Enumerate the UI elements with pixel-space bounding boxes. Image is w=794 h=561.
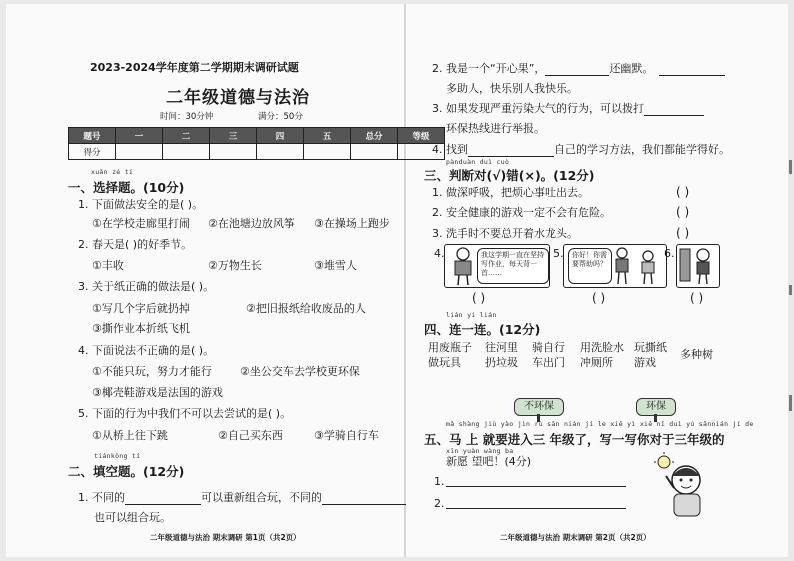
q4-text: 4. 下面说法不正确的是( )。 <box>78 344 215 357</box>
section5-title-line2: 新愿 望吧！(4分) <box>446 455 532 468</box>
fill3-cont: 环保热线进行举报。 <box>446 122 545 135</box>
pic4-number: 4. <box>434 247 445 260</box>
score-cell[interactable] <box>257 144 304 160</box>
page2-footer: 二年级道德与法治 期末调研 第2页（共2页） <box>500 533 651 542</box>
edge-mark <box>789 395 792 411</box>
answer-paren[interactable]: ( ) <box>676 185 690 199</box>
fill-blank[interactable] <box>468 144 554 157</box>
q4-option[interactable]: ①不能只玩，努力才能行 <box>92 365 212 378</box>
edge-mark <box>789 160 792 174</box>
q2-option[interactable]: ②万物生长 <box>208 259 262 272</box>
q3-option[interactable]: ③撕作业本折纸飞机 <box>92 322 190 335</box>
answer-paren[interactable]: ( ) <box>592 291 606 305</box>
fill1-cont: 也可以组合玩。 <box>94 511 171 524</box>
connect-item[interactable]: 做玩具 <box>428 356 461 369</box>
student-figure-icon <box>449 246 479 286</box>
judge-item: 3. 洗手时不要总开着水龙头。 <box>432 227 578 240</box>
q1-text: 1. 下面做法安全的是( )。 <box>78 198 204 211</box>
fill-blank[interactable] <box>125 492 201 505</box>
fill-blank[interactable] <box>545 63 609 76</box>
fill3-line <box>432 102 704 116</box>
pic6-illustration <box>676 244 720 288</box>
q2-text: 2. 春天是( )的好季节。 <box>78 238 193 251</box>
q4-option[interactable]: ②坐公交车去学校更环保 <box>240 365 360 378</box>
write-line[interactable] <box>446 486 626 487</box>
exam-title: 2023-2024学年度第二学期期末调研试题 <box>90 61 299 74</box>
score-label: 满分：50分 <box>258 112 303 122</box>
q3-text: 3. 关于纸正确的做法是( )。 <box>78 280 215 293</box>
washing-hands-icon <box>677 245 717 285</box>
section4-pinyin: lián yi lián <box>446 311 497 319</box>
connect-item[interactable]: 用洗脸水 <box>580 341 624 354</box>
fill4-line <box>432 143 730 157</box>
pic6-number: 6. <box>664 247 675 260</box>
connect-item[interactable]: 车出门 <box>532 356 565 369</box>
q5-text: 5. 下面的行为中我们不可以去尝试的是( )。 <box>78 407 292 420</box>
connect-item[interactable]: 用废瓶子 <box>428 341 472 354</box>
judge-item: 1. 做深呼吸，把烦心事吐出去。 <box>432 186 589 199</box>
fill4-text: 自己的学习方法，我们都能学得好。 <box>554 143 730 156</box>
section1-pinyin: xuǎn zé tí <box>91 168 134 176</box>
section5-title: 五、马 上 就要进入三 年级了，写一写你对于三年级的 <box>424 432 725 447</box>
score-cell[interactable] <box>351 144 398 160</box>
thinking-boy-icon <box>650 452 714 520</box>
fill-blank[interactable] <box>659 63 725 76</box>
page-fold <box>404 4 406 557</box>
pic5-number: 5. <box>553 247 564 260</box>
write-line-number: 1. <box>434 475 445 488</box>
connect-item[interactable]: 骑自行 <box>532 341 565 354</box>
score-cell[interactable] <box>163 144 210 160</box>
header-cell: 总分 <box>351 128 398 144</box>
q1-option[interactable]: ③在操场上跑步 <box>314 217 390 230</box>
connect-item[interactable]: 扔垃圾 <box>485 356 518 369</box>
fill1-text: 可以重新组合玩，不同的 <box>201 491 322 504</box>
header-cell: 三 <box>210 128 257 144</box>
score-cell[interactable] <box>116 144 163 160</box>
fill1-text: 1. 不同的 <box>78 491 125 504</box>
fill2-text: 还幽默。 <box>609 62 654 75</box>
answer-paren[interactable]: ( ) <box>676 205 690 219</box>
fill1-line <box>78 491 406 505</box>
write-line[interactable] <box>446 508 626 509</box>
q3-option[interactable]: ①写几个字后就扔掉 <box>92 302 190 315</box>
connect-item[interactable]: 冲厕所 <box>580 356 613 369</box>
fill4-text: 4. 找到 <box>432 143 468 156</box>
score-table-header <box>69 128 445 144</box>
section3-title: 三、判断对(√)错(×)。(12分) <box>424 168 595 183</box>
section5-pinyin-line2: xīn yuàn wàng ba <box>446 447 514 455</box>
page1-footer: 二年级道德与法治 期末调研 第1页（共2页） <box>150 533 301 542</box>
q5-option[interactable]: ③学骑自行车 <box>314 429 379 442</box>
fill3-text: 3. 如果发现严重污染大气的行为，可以拨打 <box>432 102 644 115</box>
write-line-number: 2. <box>434 497 445 510</box>
header-cell: 等级 <box>398 128 445 144</box>
eco-sign[interactable]: 环保 <box>636 398 676 416</box>
pic4-illustration <box>444 244 550 288</box>
q1-option[interactable]: ①在学校走廊里打闹 <box>92 217 190 230</box>
q5-option[interactable]: ②自己买东西 <box>218 429 283 442</box>
answer-paren[interactable]: ( ) <box>690 291 704 305</box>
connect-item[interactable]: 游戏 <box>634 356 656 369</box>
section2-pinyin: tiánkòng tí <box>94 452 141 460</box>
q5-option[interactable]: ①从桥上往下跳 <box>92 429 168 442</box>
edge-mark <box>789 285 792 295</box>
helping-people-icon <box>608 246 664 286</box>
score-table <box>68 127 445 160</box>
section1-title: 一、选择题。(10分) <box>68 180 185 195</box>
q2-option[interactable]: ③堆雪人 <box>314 259 357 272</box>
section2-title: 二、填空题。(12分) <box>68 464 185 479</box>
fill2-text: 2. 我是一个“开心果”， <box>432 62 546 75</box>
score-cell[interactable] <box>304 144 351 160</box>
pic5-illustration <box>563 244 667 288</box>
connect-item[interactable]: 往河里 <box>485 341 518 354</box>
header-cell: 二 <box>163 128 210 144</box>
answer-paren[interactable]: ( ) <box>472 291 486 305</box>
q1-option[interactable]: ②在池塘边放风筝 <box>208 217 295 230</box>
header-cell: 四 <box>257 128 304 144</box>
fill2-cont: 多助人，快乐别人我快乐。 <box>446 82 578 95</box>
row-label: 得分 <box>69 144 116 160</box>
header-cell: 题号 <box>69 128 116 144</box>
q4-option[interactable]: ③椰壳鞋游戏是法国的游戏 <box>92 386 223 399</box>
section3-pinyin: pànduàn duì cuò <box>446 158 510 166</box>
q3-option[interactable]: ②把旧报纸给收废品的人 <box>246 302 366 315</box>
header-cell: 一 <box>116 128 163 144</box>
section4-title: 四、连一连。(12分) <box>424 322 541 337</box>
pic5-speech-bubble: 你好！你需要帮助吗？ <box>568 248 612 284</box>
answer-paren[interactable]: ( ) <box>676 226 690 240</box>
score-cell[interactable] <box>210 144 257 160</box>
fill-blank[interactable] <box>322 492 406 505</box>
fill2-line <box>432 62 725 76</box>
q2-option[interactable]: ①丰收 <box>92 259 124 272</box>
fill-blank[interactable] <box>644 103 704 116</box>
connect-item[interactable]: 多种树 <box>680 348 713 361</box>
connect-item[interactable]: 玩撕纸 <box>634 341 667 354</box>
header-cell: 五 <box>304 128 351 144</box>
time-label: 时间：30分钟 <box>160 112 214 122</box>
section5-pinyin: mǎ shàng jiù yào jìn rù sān nián jí le xiě yì xiě nǐ duì yú sānnián jí de <box>446 420 754 428</box>
subject-title: 二年级道德与法治 <box>166 88 310 108</box>
not-eco-sign[interactable]: 不环保 <box>514 398 564 416</box>
judge-item: 2. 安全健康的游戏一定不会有危险。 <box>432 206 611 219</box>
pic4-speech-bubble: 我这学期一直在坚持写作业，每天背一首…… <box>477 248 549 284</box>
score-table-row <box>69 144 445 160</box>
